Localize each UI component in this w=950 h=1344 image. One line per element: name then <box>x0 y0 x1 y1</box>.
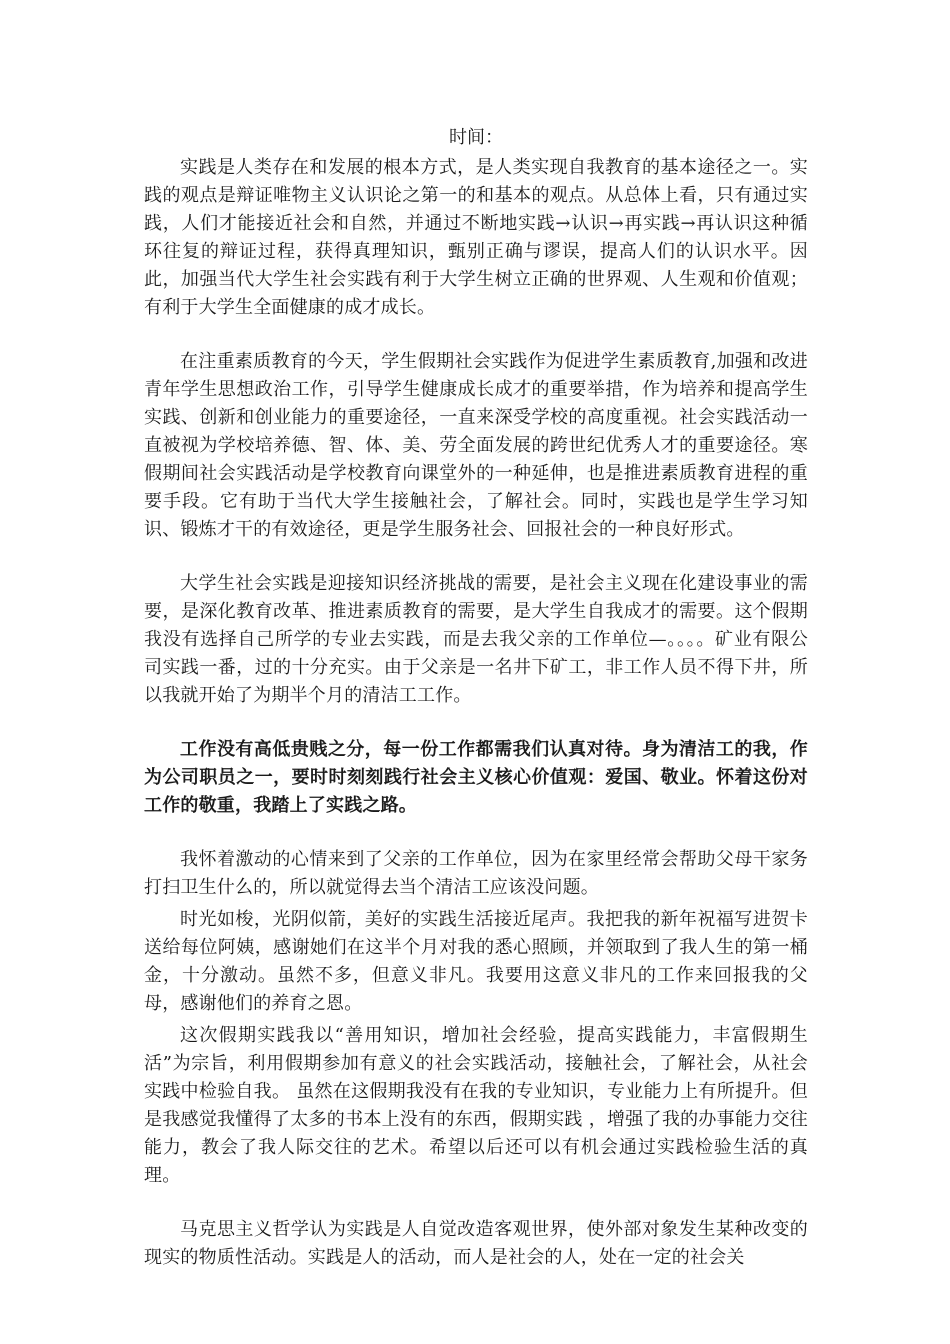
paragraph-arrival: 我怀着激动的心情来到了父亲的工作单位，因为在家里经常会帮助父母干家务打扫卫生什么的，所以就觉得去当个清洁工应该没问题。 <box>144 849 808 898</box>
paragraph-quality-education: 在注重素质教育的今天，学生假期社会实践作为促进学生素质教育,加强和改进青年学生思想政治工作，引导学生健康成长成才的重要举措，作为培养和提高学生实践、创新和创业能力的重要途径，一直来深受学校的高度重视。社会实践活动一直被视为学校培养德、智、体、美、劳全面发展的跨世纪优秀人才的重要途径。寒假期间社会实践活动是学校教育向课堂外的一种延伸，也是推进素质教育进程的重要手段。它有助于当代大学生接触社会，了解社会。同时，实践也是学生学习知识、锻炼才干的有效途径，更是学生服务社会、回报社会的一种良好形式。 <box>144 351 808 540</box>
paragraph-work-attitude: 工作没有高低贵贱之分，每一份工作都需我们认真对待。身为清洁工的我，作为公司职员之一，要时时刻刻践行社会主义核心价值观：爱国、敬业。怀着这份对工作的敬重，我踏上了实践之路。 <box>144 739 808 816</box>
paragraph-practice-definition: 实践是人类存在和发展的根本方式，是人类实现自我教育的基本途径之一。实践的观点是辩证唯物主义认识论之第一的和基本的观点。从总体上看，只有通过实践，人们才能接近社会和自然，并通过不断地实践→认识→再实践→再认识这种循环往复的辩证过程，获得真理知识，甄别正确与谬误，提高人们的认识水平。因此，加强当代大学生社会实践有利于大学生树立正确的世界观、人生观和价值观；有利于大学生全面健康的成才成长。 <box>144 157 808 318</box>
paragraph-marxist-philosophy: 马克思主义哲学认为实践是人自觉改造客观世界，使外部对象发生某种改变的现实的物质性活动。实践是人的活动，而人是社会的人，处在一定的社会关 <box>144 1219 808 1268</box>
paragraph-ending: 时光如梭，光阴似箭，美好的实践生活接近尾声。我把我的新年祝福写进贺卡送给每位阿姨，感谢她们在这半个月对我的悉心照顾，并领取到了我人生的第一桶金，十分激动。虽然不多，但意义非凡。我要用这意义非凡的工作来回报我的父母，感谢他们的养育之恩。 <box>144 909 808 1014</box>
document-page <box>144 124 808 1272</box>
paragraph-social-practice-need: 大学生社会实践是迎接知识经济挑战的需要，是社会主义现在化建设事业的需要，是深化教育改革、推进素质教育的需要，是大学生自我成才的需要。这个假期我没有选择自己所学的专业去实践，而是去我父亲的工作单位—。。。。矿业有限公司实践一番，过的十分充实。由于父亲是一名井下矿工，非工作人员不得下井，所以我就开始了为期半个月的清洁工工作。 <box>144 573 808 706</box>
time-heading: 时间： <box>449 127 503 148</box>
paragraph-summary: 这次假期实践我以“善用知识，增加社会经验，提高实践能力，丰富假期生活”为宗旨，利用假期参加有意义的社会实践活动，接触社会，了解社会，从社会实践中检验自我。 虽然在这假期我没有在我的专业知识，专业能力上有所提升。但是我感觉我懂得了太多的书本上没有的东西，假期实践 ，增强了我的办事能力交往能力，教会了我人际交往的艺术。希望以后还可以有机会通过实践检验生活的真理。 <box>144 1025 808 1186</box>
